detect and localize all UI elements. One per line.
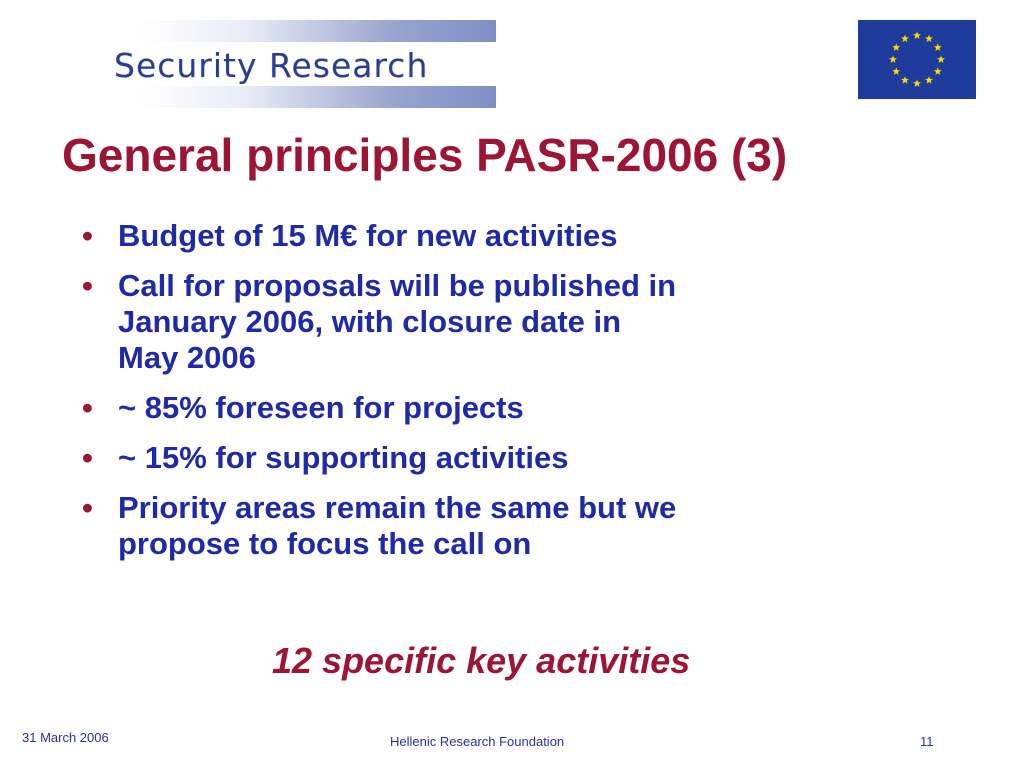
eu-star-icon	[901, 35, 909, 43]
eu-star-icon	[934, 67, 942, 75]
bullet-item-supporting-share	[82, 440, 882, 476]
eu-star-icon	[901, 76, 909, 84]
bullet-item-priority-areas	[82, 490, 882, 562]
bullet-text-line: January 2006, with closure date in	[118, 304, 622, 339]
bullet-text-line: May 2006	[118, 340, 256, 375]
eu-star-icon	[892, 67, 900, 75]
eu-star-icon	[925, 76, 933, 84]
bullet-text-line: Priority areas remain the same but we	[118, 490, 677, 525]
bullet-text-line: propose to focus the call on	[118, 526, 532, 561]
bullet-item-projects-share	[82, 390, 882, 426]
footer-date: 31 March 2006	[22, 730, 109, 745]
bullet-text-line: ~ 15% for supporting activities	[118, 440, 569, 475]
eu-star-icon	[937, 55, 945, 63]
bullet-marker: •	[82, 268, 93, 303]
eu-star-icon	[913, 31, 921, 39]
bullet-item-budget	[82, 218, 882, 254]
eu-star-icon	[925, 35, 933, 43]
footer-page-number: 11	[920, 734, 934, 749]
bullet-text-line: Call for proposals will be published in	[118, 268, 677, 303]
bullet-marker: •	[82, 490, 93, 525]
logo-text: Security Research	[114, 46, 429, 85]
security-research-logo	[114, 20, 496, 108]
bullet-marker: •	[82, 440, 93, 475]
eu-flag-icon	[858, 20, 976, 99]
eu-stars-circle	[858, 20, 976, 99]
eu-star-icon	[934, 43, 942, 51]
bullet-text-line: ~ 85% foreseen for projects	[118, 390, 524, 425]
eu-star-icon	[889, 55, 897, 63]
footer-organization: Hellenic Research Foundation	[390, 734, 565, 749]
bullet-text-line: Budget of 15 M€ for new activities	[118, 218, 618, 253]
bullet-list	[82, 218, 882, 576]
slide-title: General principles PASR-2006 (3)	[62, 129, 788, 181]
bullet-item-call-for-proposals	[82, 268, 882, 376]
bullet-marker: •	[82, 390, 93, 425]
eu-star-icon	[913, 79, 921, 87]
key-activities-highlight: 12 specific key activities	[272, 640, 691, 681]
bullet-marker: •	[82, 218, 93, 253]
eu-star-icon	[892, 43, 900, 51]
